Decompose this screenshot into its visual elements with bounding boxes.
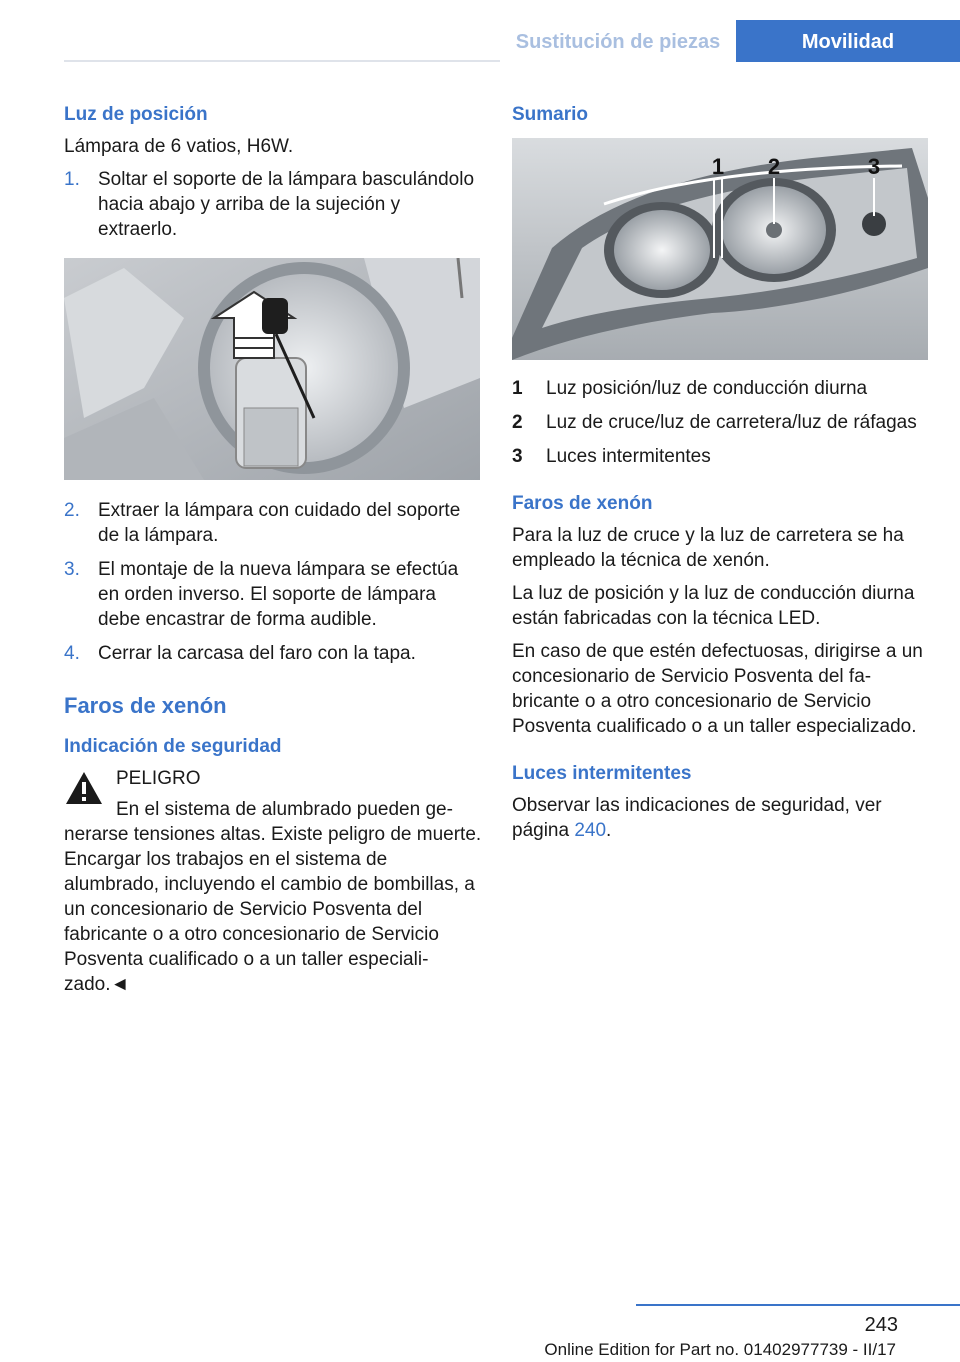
step-text: Extraer la lámpara con cuidado del soporte de la lámpara. bbox=[98, 500, 461, 546]
list-item bbox=[64, 557, 482, 632]
legend-text: Luz posición/luz de conducción diurna bbox=[546, 378, 868, 399]
footer-rule bbox=[636, 1304, 960, 1306]
warning-title: PELIGRO bbox=[116, 768, 201, 789]
step-number: 2. bbox=[64, 500, 80, 521]
list-item bbox=[512, 444, 930, 469]
steps-list-a bbox=[64, 167, 482, 242]
legend-number: 2 bbox=[512, 412, 523, 433]
warning-text: En el sistema de alumbrado pueden generarse tensiones altas. Existe peligro de muerte. Encargar los trabajos en el sistema de alumbrado, incluyendo el cambio de bombillas, a un concesionario de Servicio Posventa del fabricante o a otro concesionario de Servicio Posventa cualificado o a un taller especializado.◄ bbox=[64, 799, 482, 995]
edition-footer: Online Edition for Part no. 01402977739 - II/17 bbox=[544, 1340, 896, 1359]
callout-1: 1 bbox=[711, 154, 725, 179]
step-text: Cerrar la carcasa del faro con la tapa. bbox=[98, 643, 416, 664]
step-text: El montaje de la nueva lámpara se efectúa en orden inverso. El soporte de lámpara debe encastrar de forma audible. bbox=[98, 559, 459, 630]
step-text: Soltar el soporte de la lámpara basculándolo hacia abajo y arriba de la sujeción y extraerlo. bbox=[98, 169, 475, 240]
bulb-holder-illustration bbox=[64, 258, 480, 480]
right-column bbox=[512, 102, 930, 851]
list-item bbox=[64, 641, 482, 666]
turn-signal-paragraph bbox=[512, 793, 930, 843]
turn-signal-text: Observar las indicaciones de seguridad, ver página bbox=[512, 795, 882, 841]
step-number: 4. bbox=[64, 643, 80, 664]
xenon-paragraph-2: La luz de posición y la luz de conducción diurna están fabricadas con la técnica LED. bbox=[512, 583, 915, 629]
xenon-paragraph-3: En caso de que estén defectuosas, dirigirse a un concesionario de Servicio Posventa del fabricante o a otro concesionario de Servicio Posventa cualificado o a un taller especializado. bbox=[512, 641, 923, 737]
bulb-spec: Lámpara de 6 vatios, H6W. bbox=[64, 136, 294, 157]
page-link-240[interactable]: 240 bbox=[574, 820, 607, 841]
step-number: 3. bbox=[64, 559, 80, 580]
heading-xenon-headlights: Faros de xenón bbox=[64, 693, 227, 718]
heading-position-light: Luz de posición bbox=[64, 104, 208, 125]
left-column bbox=[64, 102, 482, 997]
warning-triangle-icon bbox=[64, 770, 104, 806]
legend-number: 1 bbox=[512, 378, 523, 399]
header-chapter-tab: Movilidad bbox=[736, 20, 960, 62]
legend-text: Luz de cruce/luz de carretera/luz de ráfagas bbox=[546, 412, 917, 433]
legend-list bbox=[512, 376, 930, 469]
legend-text: Luces intermitentes bbox=[546, 446, 711, 467]
list-item bbox=[64, 167, 482, 242]
heading-safety-notice: Indicación de seguridad bbox=[64, 736, 282, 757]
danger-warning bbox=[64, 766, 482, 997]
heading-turn-signals: Luces intermitentes bbox=[512, 763, 692, 784]
legend-number: 3 bbox=[512, 446, 523, 467]
xenon-paragraph-1: Para la luz de cruce y la luz de carretera se ha empleado la técnica de xenón. bbox=[512, 525, 904, 571]
list-item bbox=[512, 376, 930, 401]
heading-xenon-sub: Faros de xenón bbox=[512, 493, 653, 514]
header-section-title: Sustitución de piezas bbox=[500, 20, 736, 62]
page-number: 243 bbox=[864, 1314, 898, 1336]
callout-3: 3 bbox=[867, 154, 881, 179]
list-item bbox=[64, 498, 482, 548]
list-item bbox=[512, 410, 930, 435]
turn-signal-end: . bbox=[606, 820, 612, 841]
callout-2: 2 bbox=[767, 154, 781, 179]
heading-summary: Sumario bbox=[512, 104, 589, 125]
step-number: 1. bbox=[64, 169, 80, 190]
steps-list-b bbox=[64, 498, 482, 666]
headlight-overview-illustration bbox=[512, 138, 928, 360]
